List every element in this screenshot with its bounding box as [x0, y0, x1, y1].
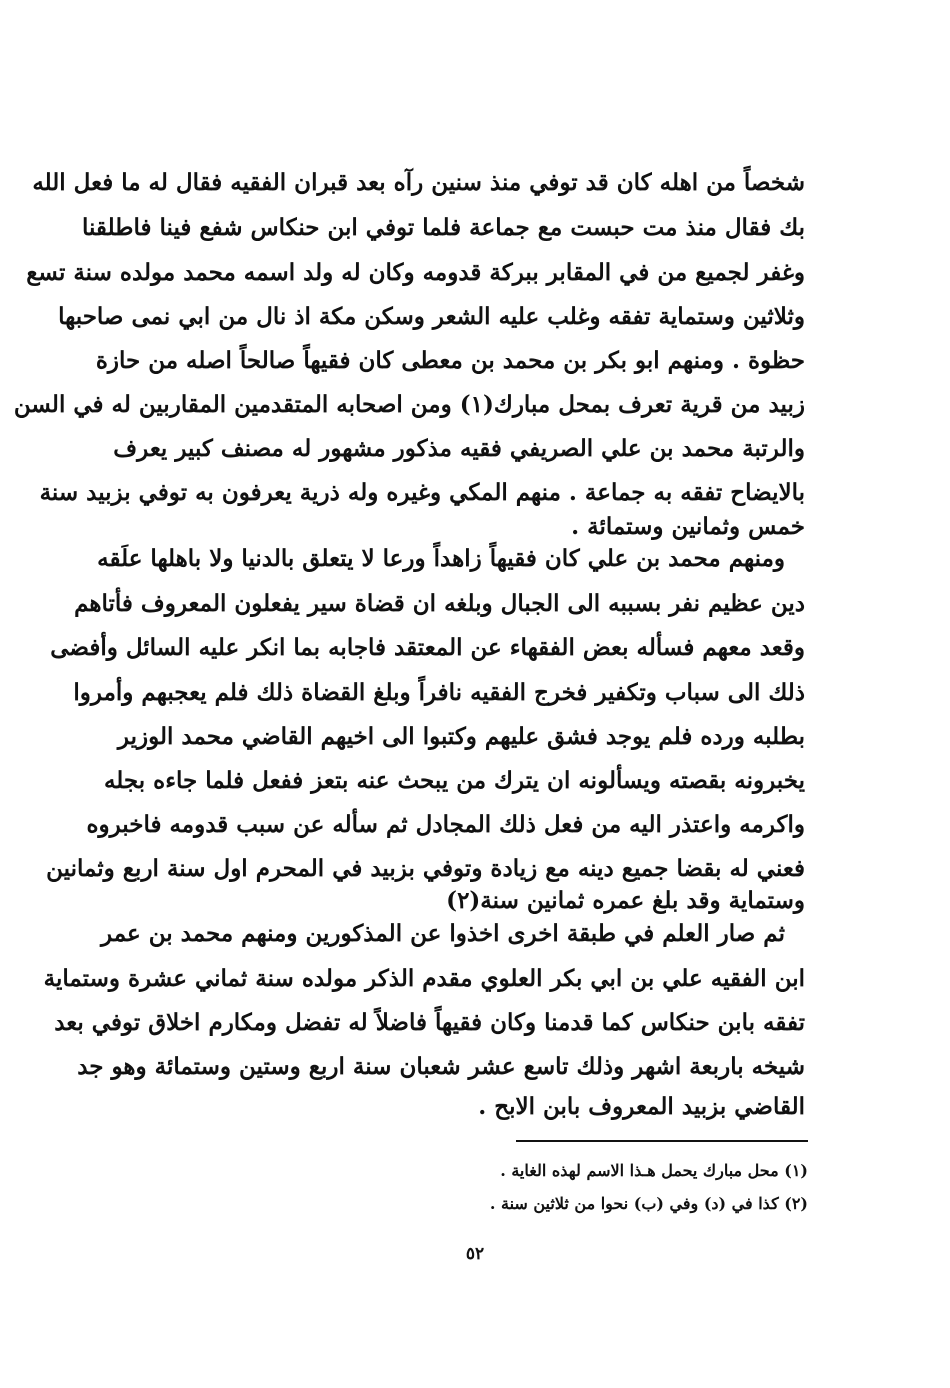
text-line-4: وثلاثين وستماية تفقه وغلب عليه الشعر وسكن مكة اذ نال من ابي نمى صاحبها — [58, 303, 805, 330]
text-line-20: ابن الفقيه علي بن ابي بكر العلوي مقدم الذكر مولده سنة ثماني عشرة وستماية — [43, 965, 805, 992]
paragraph-start-line: ومنهم محمد بن علي كان فقيهاً زاهداً ورعا لا يتعلق بالدنيا ولا باهلها علَقه — [97, 545, 785, 572]
text-line-18: وستماية وقد بلغ عمره ثمانين سنة(٢) — [446, 887, 805, 914]
text-line-3: وغفر لجميع من في المقابر ببركة قدومه وكان له ولد اسمه محمد مولده سنة تسع — [26, 259, 805, 286]
text-line-8: بالايضاح تفقه به جماعة . منهم المكي وغيره وله ذرية يعرفون به توفي بزبيد سنة — [39, 479, 805, 506]
text-line-7: والرتبة محمد بن علي الصريفي فقيه مذكور مشهور له مصنف كبير يعرف — [113, 435, 805, 462]
footnote-1: (١) محل مبارك يحمل هـذا الاسم لهذه الغاية . — [500, 1161, 808, 1180]
paragraph-start-line-2: ثم صار العلم في طبقة اخرى اخذوا عن المذكورين ومنهم محمد بن عمر — [101, 920, 785, 947]
footnote-2: (٢) كذا في (د) وفي (ب) نحوا من ثلاثين سنة . — [489, 1194, 808, 1213]
text-line-17: فعني له بقضا جميع دينه مع زيادة وتوفي بزبيد في المحرم اول سنة اربع وثمانين — [46, 855, 805, 882]
text-line-2: بك فقال منذ مت حبست مع جماعة فلما توفي ابن حنكاس شفع فينا فاطلقنا — [81, 214, 805, 241]
text-line-11: دين عظيم نفر بسببه الى الجبال وبلغه ان قضاة سير يفعلون المعروف فأتاهم — [74, 590, 805, 617]
text-line-21: تفقه بابن حنكاس كما قدمنا وكان فقيهاً فاضلاً له تفضل ومكارم اخلاق توفي بعد — [54, 1009, 805, 1036]
text-line-15: يخبرونه بقصته ويسألونه ان يترك من يبحث عنه بتعز ففعل فلما جاءه بجله — [103, 767, 805, 794]
text-line-5: حظوة . ومنهم ابو بكر بن محمد بن معطى كان فقيهاً صالحاً اصله من حازة — [95, 347, 805, 374]
page-number: ٥٢ — [465, 1244, 485, 1264]
text-line-9: خمس وثمانين وستمائة . — [571, 513, 805, 540]
text-line-12: وقعد معهم فسأله بعض الفقهاء عن المعتقد فاجابه بما انكر عليه السائل وأفضى — [50, 634, 805, 661]
text-line-16: واكرمه واعتذر اليه من فعل ذلك المجادل ثم سأله عن سبب قدومه فاخبروه — [86, 811, 805, 838]
footnote-divider — [516, 1140, 808, 1142]
text-line-14: بطلبه ورده فلم يوجد فشق عليهم وكتبوا الى اخيهم القاضي محمد الوزير — [117, 723, 805, 750]
text-line-6: زبيد من قرية تعرف بمحل مبارك(١) ومن اصحابه المتقدمين المقاربين له في السن — [13, 391, 805, 418]
text-line-1: شخصاً من اهله كان قد توفي منذ سنين رآه بعد قبران الفقيه فقال له ما فعل الله — [32, 169, 805, 196]
text-line-13: ذلك الى سباب وتكفير فخرج الفقيه نافراً وبلغ القضاة ذلك فلم يعجبهم وأمروا — [73, 679, 805, 706]
text-line-22: شيخه باربعة اشهر وذلك تاسع عشر شعبان سنة اربع وستين وستمائة وهو جد — [77, 1053, 805, 1080]
text-line-23: القاضي بزبيد المعروف بابن الابح . — [478, 1093, 805, 1120]
